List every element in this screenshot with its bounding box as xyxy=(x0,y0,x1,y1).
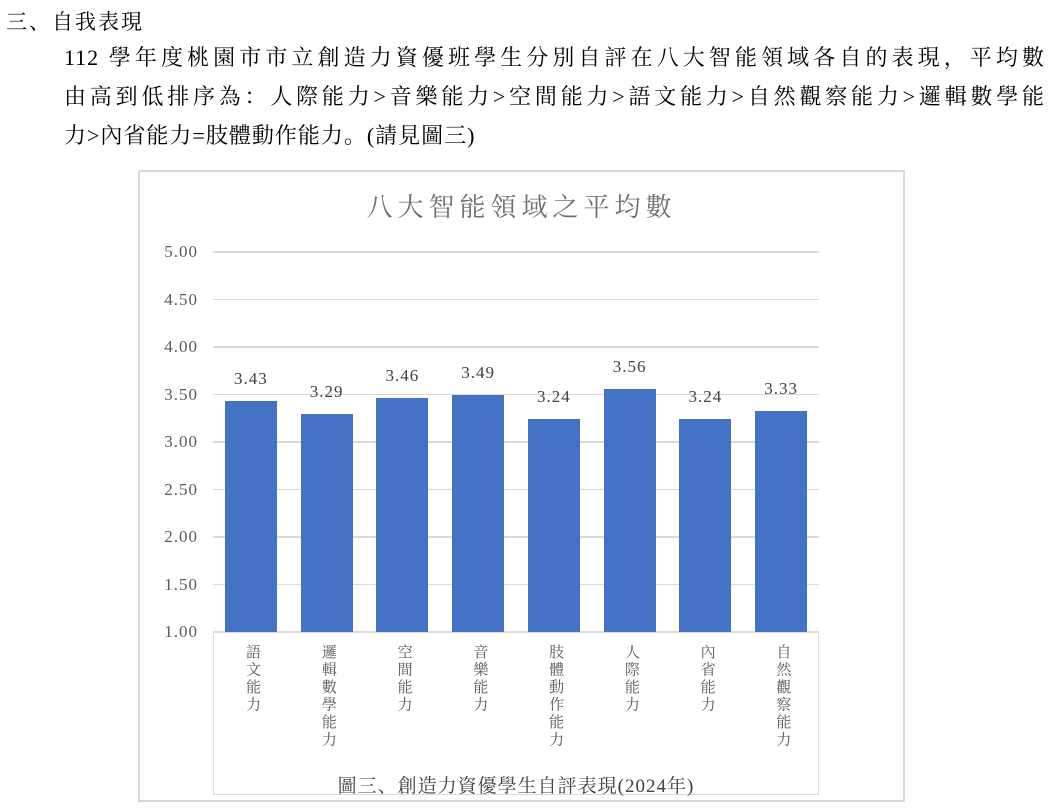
bar-value-label: 3.46 xyxy=(385,366,420,386)
bar-value-label: 3.24 xyxy=(688,387,723,407)
gridline xyxy=(213,299,819,301)
bar-value-label: 3.43 xyxy=(234,369,268,389)
x-axis-category-text: 語文能力 xyxy=(244,644,261,714)
x-axis-category-label xyxy=(744,644,820,774)
y-axis-tick-label: 3.50 xyxy=(164,384,198,404)
bar xyxy=(376,398,428,632)
bar-value-label: 3.29 xyxy=(309,382,344,402)
y-axis-tick-label: 1.50 xyxy=(164,574,198,594)
x-axis-category-label xyxy=(214,644,290,774)
bar-value-label: 3.56 xyxy=(612,356,647,376)
bar-value-label: 3.33 xyxy=(764,378,798,398)
body-paragraph xyxy=(64,38,1045,155)
x-axis-category-label xyxy=(593,644,669,774)
x-axis-category-label xyxy=(366,644,442,774)
x-axis-category-text: 音樂能力 xyxy=(471,644,488,714)
bar xyxy=(225,401,277,632)
gridline xyxy=(213,251,819,253)
chart-title: 八大智能領域之平均數 xyxy=(366,193,677,222)
x-axis-category-text: 空間能力 xyxy=(395,644,412,714)
bar-chart-figure xyxy=(138,170,905,802)
y-axis-tick-label: 5.00 xyxy=(164,242,198,261)
paragraph-line-3: 力>內省能力=肢體動作能力。(請見圖三) xyxy=(64,123,476,148)
paragraph-line-2: 由高到低排序為：人際能力>音樂能力>空間能力>語文能力>自然觀察能力>邏輯數學能 xyxy=(64,84,1045,109)
x-axis-category-label xyxy=(290,644,366,774)
x-axis-category-text: 自然觀察能力 xyxy=(774,644,791,749)
section-heading: 三、自我表現 xyxy=(6,10,144,34)
paragraph-line-1: 112 學年度桃園市市立創造力資優班學生分別自評在八大智能領域各自的表現，平均數 xyxy=(64,45,1045,70)
x-axis-category-label xyxy=(441,644,517,774)
y-axis-tick-label: 3.00 xyxy=(164,432,198,451)
chart-caption: 圖三、創造力資優學生自評表現(2024年) xyxy=(337,776,695,797)
bar-value-label: 3.24 xyxy=(537,387,571,407)
bar xyxy=(452,395,504,632)
x-axis-category-text: 肢體動作能力 xyxy=(547,644,564,749)
bar xyxy=(301,414,353,632)
y-axis-tick-label: 2.50 xyxy=(164,479,198,499)
x-axis-category-text: 邏輯數學能力 xyxy=(319,644,336,749)
x-axis-category-text: 人際能力 xyxy=(622,644,639,714)
y-axis-tick-label: 4.50 xyxy=(164,289,198,309)
bar xyxy=(679,419,731,632)
bar xyxy=(604,389,656,632)
plot-area xyxy=(213,252,819,632)
y-axis-tick-label: 2.00 xyxy=(164,527,198,546)
bar-value-label: 3.49 xyxy=(461,363,495,383)
y-axis-tick-label: 4.00 xyxy=(164,337,198,356)
bar xyxy=(755,411,807,632)
x-axis-label-box xyxy=(213,632,819,795)
gridline xyxy=(213,346,819,348)
x-axis-category-label xyxy=(517,644,593,774)
x-axis-category-label xyxy=(669,644,745,774)
bar xyxy=(528,419,580,632)
x-axis-category-text: 內省能力 xyxy=(698,644,715,714)
y-axis-tick-label: 1.00 xyxy=(164,622,198,641)
